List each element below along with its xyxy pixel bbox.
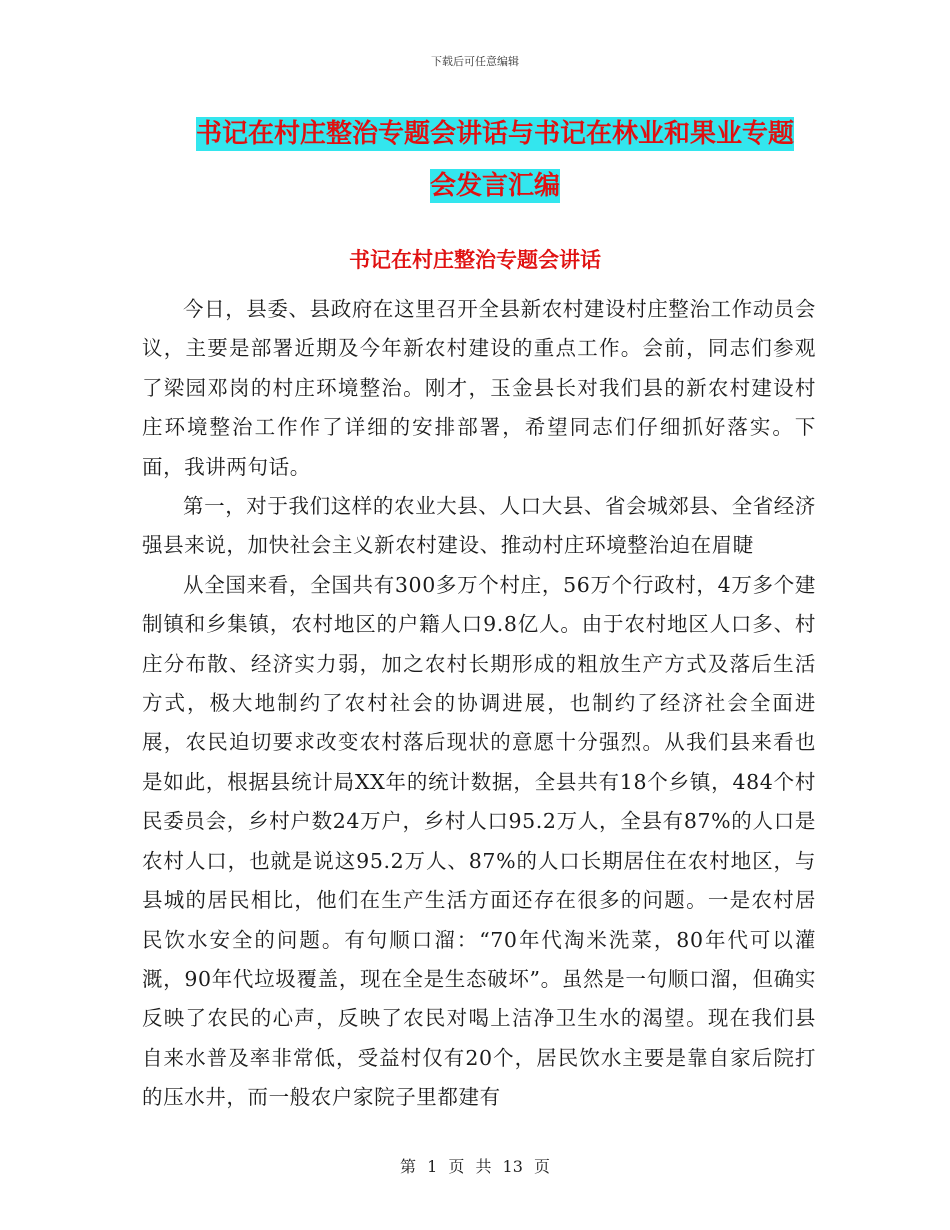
document-title: [150, 108, 840, 212]
page-number: 第 1 页 共 13 页: [400, 1157, 550, 1176]
paragraph-1: 今日，县委、县政府在这里召开全县新农村建设村庄整治工作动员会议，主要是部署近期及今年新农村建设的重点工作。会前，同志们参观了梁园邓岗的村庄环境整治。刚才，玉金县长对我们县的新农村建设村庄环境整治工作作了详细的安排部署，希望同志们仔细抓好落实。下面，我讲两句话。: [142, 297, 816, 479]
document-title-line-1: 书记在村庄整治专题会讲话与书记在林业和果业专题: [195, 119, 794, 149]
header-note: 下载后可任意编辑: [431, 55, 519, 68]
paragraph-3: 从全国来看，全国共有300多万个村庄，56万个行政村，4万多个建制镇和乡集镇，农村地区的户籍人口9.8亿人。由于农村地区人口多、村庄分布散、经济实力弱，加之农村长期形成的粗放生产方式及落后生活方式，极大地制约了农村社会的协调进展，也制约了经济社会全面进展，农民迫切要求改变农村落后现状的意愿十分强烈。从我们县来看也是如此，根据县统计局XX年的统计数据，全县共有18个乡镇，484个村民委员会，乡村户数24万户，乡村人口95.2万人，全县有87%的人口是农村人口，也就是说这95.2万人、87%的人口长期居住在农村地区，与县城的居民相比，他们在生产生活方面还存在很多的问题。一是农村居民饮水安全的问题。有句顺口溜：“70年代淘米洗菜，80年代可以灌溉，90年代垃圾覆盖，现在全是生态破坏”。虽然是一句顺口溜，但确实反映了农民的心声，反映了农民对喝上洁净卫生水的渴望。现在我们县自来水普及率非常低，受益村仅有20个，居民饮水主要是靠自家后院打的压水井，而一般农户家院子里都建有: [142, 572, 816, 1110]
document-body: [142, 290, 816, 1118]
document-title-line-2: 会发言汇编: [429, 171, 560, 201]
section-title: 书记在村庄整治专题会讲话: [349, 248, 601, 272]
paragraph-2: 第一，对于我们这样的农业大县、人口大县、省会城郊县、全省经济强县来说，加快社会主义新农村建设、推动村庄环境整治迫在眉睫: [142, 494, 816, 558]
